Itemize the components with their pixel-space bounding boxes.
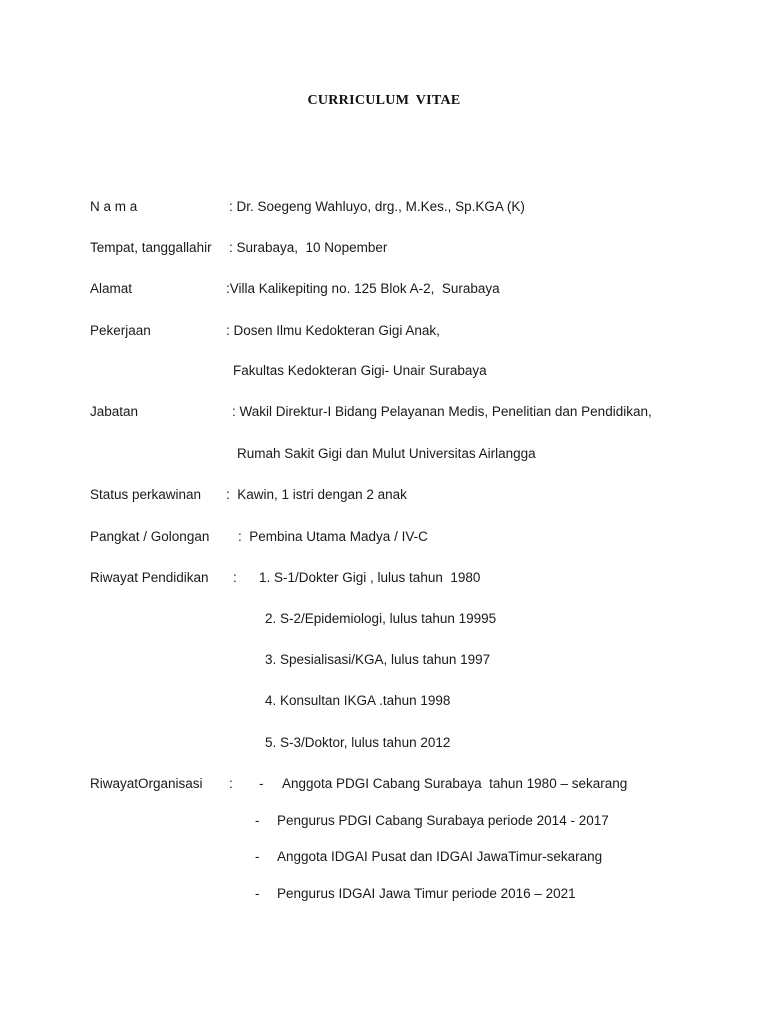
pangkat-label: Pangkat / Golongan — [90, 529, 210, 544]
organisasi-colon: : — [229, 776, 233, 791]
pendidikan-item: 2. S-2/Epidemiologi, lulus tahun 19995 — [265, 611, 497, 626]
pendidikan-item: 1. S-1/Dokter Gigi , lulus tahun 1980 — [259, 570, 481, 585]
alamat-value: :Villa Kalikepiting no. 125 Blok A-2, Surabaya — [226, 281, 500, 296]
alamat-label: Alamat — [90, 281, 133, 296]
ttl-label: Tempat, tanggallahir — [90, 240, 212, 255]
organisasi-bullet: - — [255, 886, 260, 901]
pendidikan-label: Riwayat Pendidikan — [90, 570, 209, 585]
pendidikan-item: 3. Spesialisasi/KGA, lulus tahun 1997 — [265, 652, 491, 667]
pendidikan-colon: : — [233, 570, 237, 585]
organisasi-label: RiwayatOrganisasi — [90, 776, 203, 791]
pendidikan-item: 4. Konsultan IKGA .tahun 1998 — [265, 693, 451, 708]
organisasi-item: Pengurus PDGI Cabang Surabaya periode 2014 - 2017 — [277, 813, 609, 828]
organisasi-bullet: - — [255, 813, 260, 828]
status-value: : Kawin, 1 istri dengan 2 anak — [226, 487, 407, 502]
organisasi-bullet: - — [255, 849, 260, 864]
jabatan-value-line2: Rumah Sakit Gigi dan Mulut Universitas Airlangga — [237, 446, 536, 461]
organisasi-item: Anggota PDGI Cabang Surabaya tahun 1980 – sekarang — [282, 776, 628, 791]
pangkat-value: : Pembina Utama Madya / IV-C — [238, 529, 428, 544]
document-title: CURRICULUM VITAE — [307, 93, 461, 108]
status-label: Status perkawinan — [90, 487, 202, 502]
nama-label: N a m a — [90, 199, 138, 214]
pekerjaan-value-line2: Fakultas Kedokteran Gigi- Unair Surabaya — [233, 363, 487, 378]
jabatan-label: Jabatan — [90, 404, 139, 419]
organisasi-bullet: - — [259, 776, 264, 791]
organisasi-item: Pengurus IDGAI Jawa Timur periode 2016 – 2021 — [277, 886, 576, 901]
pekerjaan-value: : Dosen Ilmu Kedokteran Gigi Anak, — [226, 323, 440, 338]
ttl-value: : Surabaya, 10 Nopember — [229, 240, 388, 255]
pendidikan-item: 5. S-3/Doktor, lulus tahun 2012 — [265, 735, 451, 750]
nama-value: : Dr. Soegeng Wahluyo, drg., M.Kes., Sp.KGA (K) — [229, 199, 525, 214]
organisasi-item: Anggota IDGAI Pusat dan IDGAI JawaTimur-sekarang — [277, 849, 603, 864]
pekerjaan-label: Pekerjaan — [90, 323, 151, 338]
jabatan-value: : Wakil Direktur-I Bidang Pelayanan Medis, Penelitian dan Pendidikan, — [232, 404, 652, 419]
